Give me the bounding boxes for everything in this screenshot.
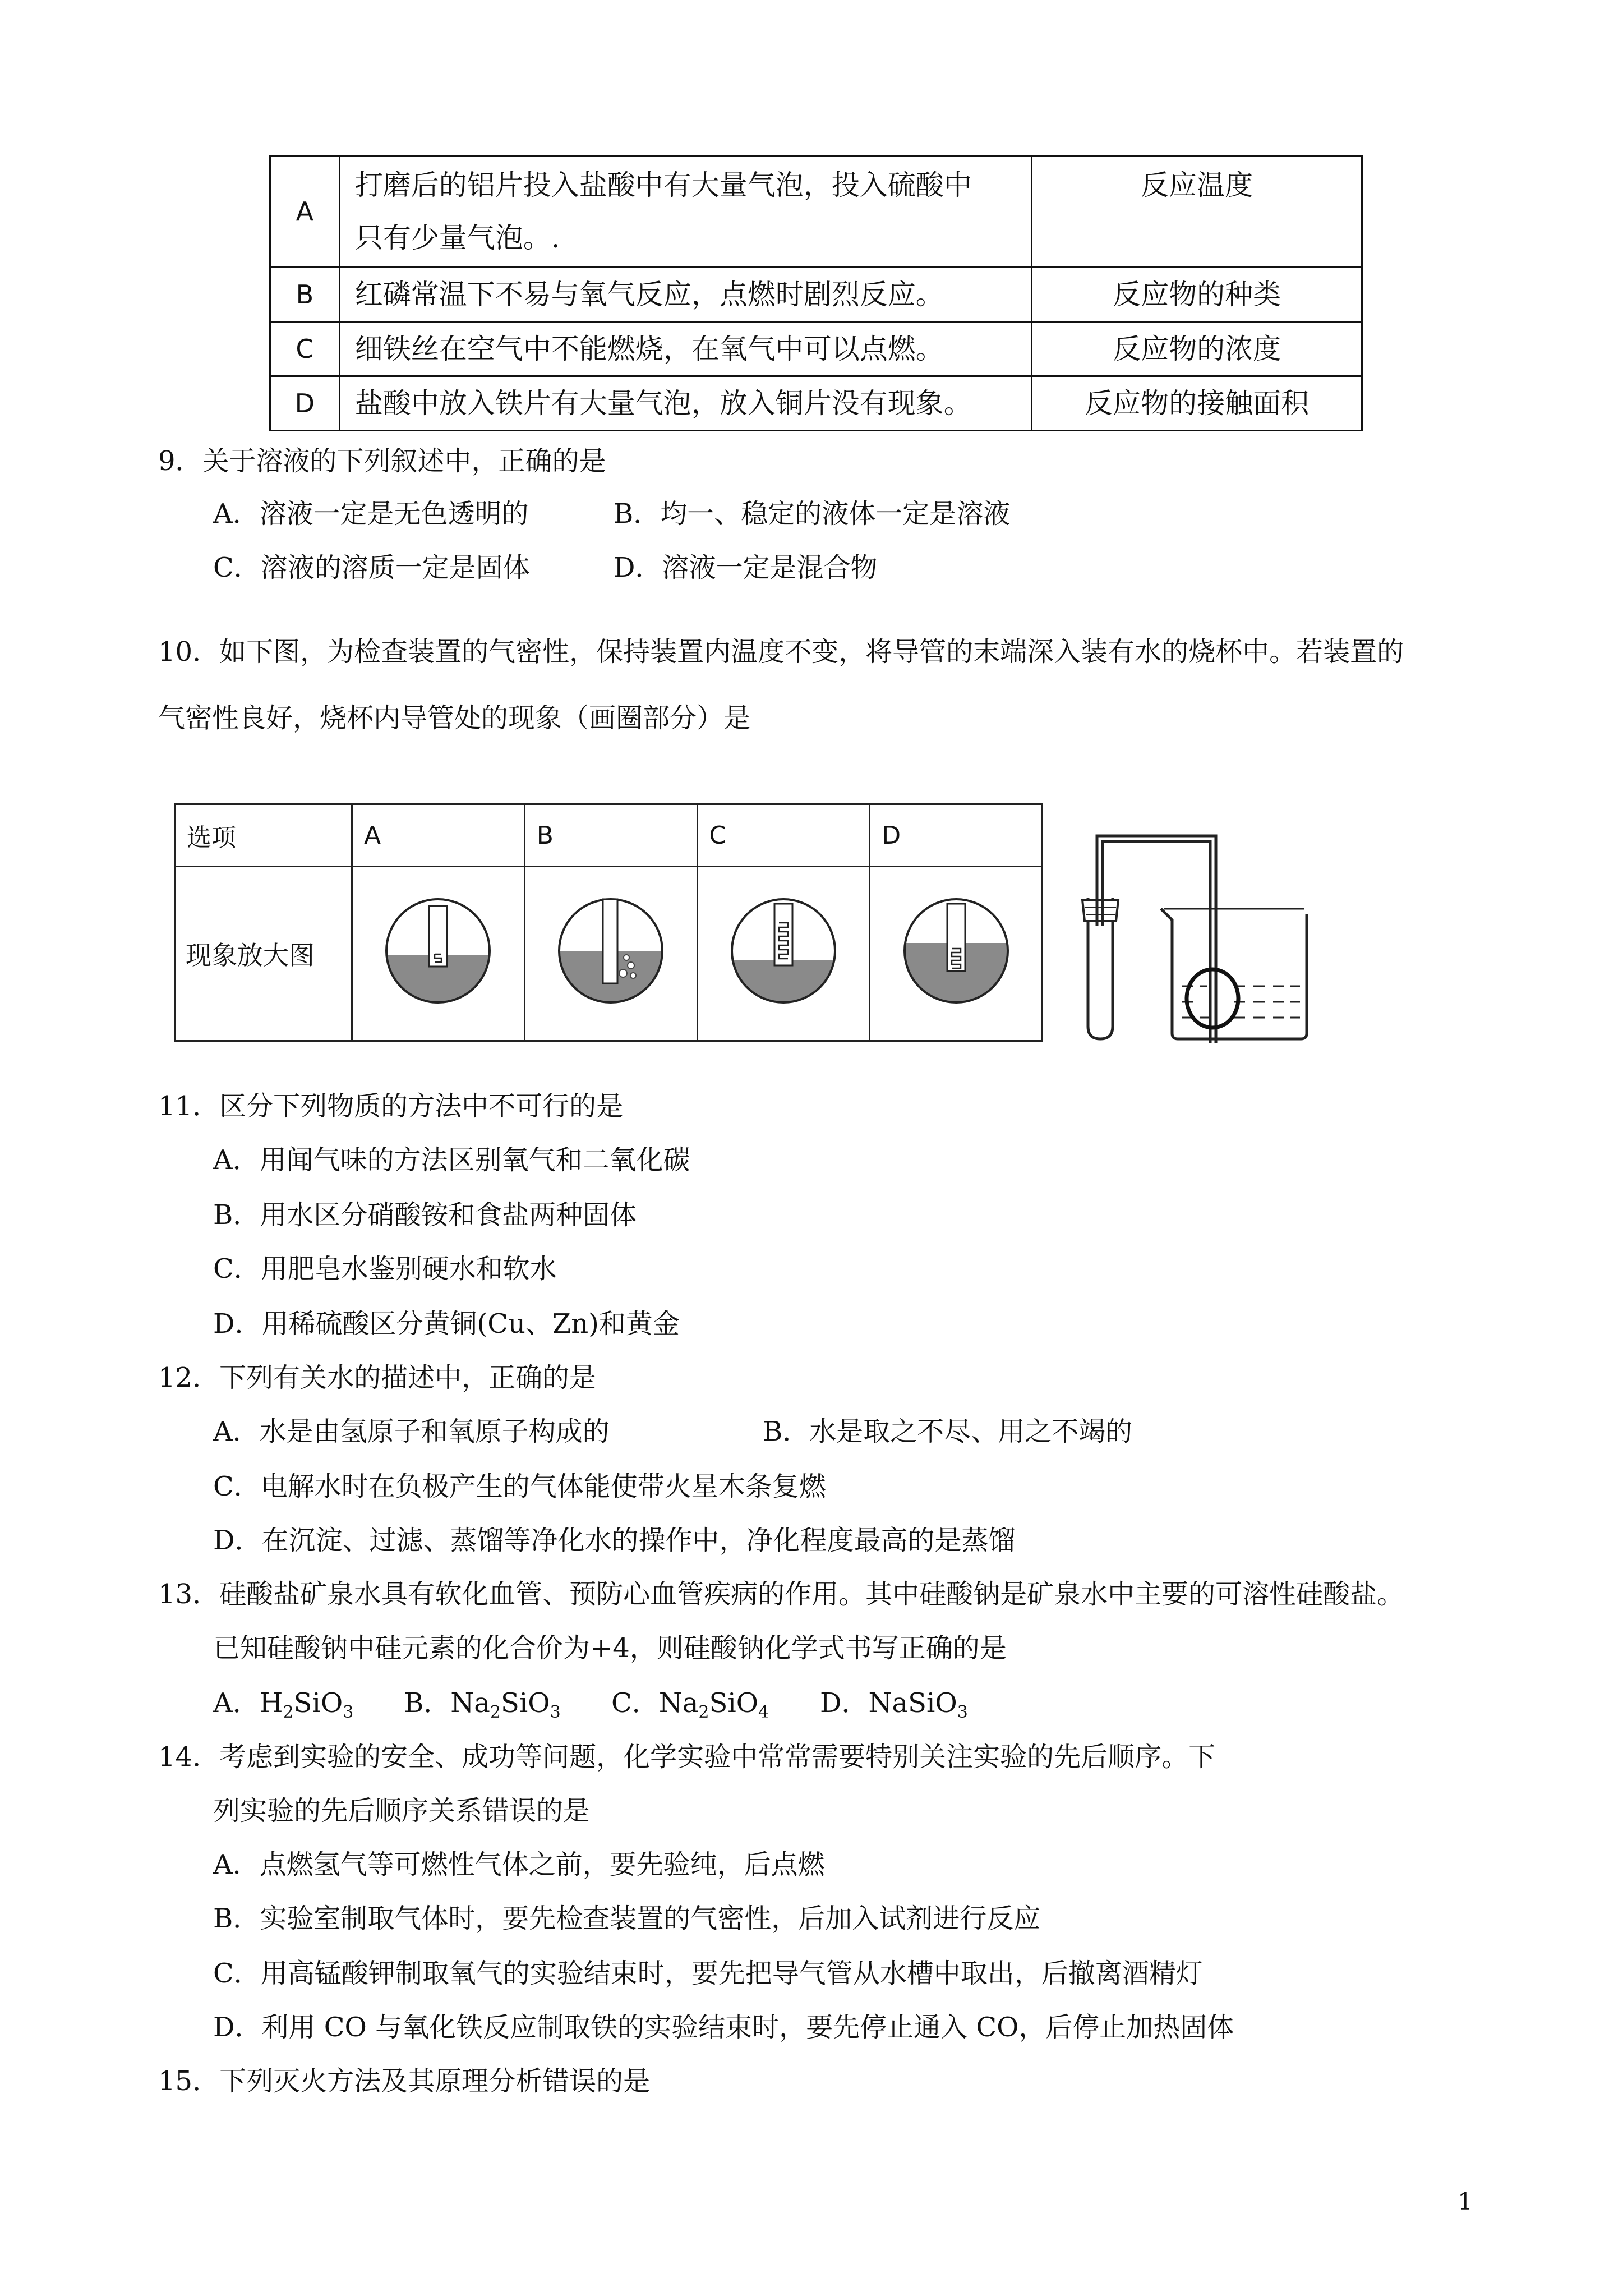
option-b-figure bbox=[524, 867, 697, 1041]
question-12-option-b: B．水是取之不尽、用之不竭的 bbox=[763, 1416, 1133, 1447]
row-label: C bbox=[270, 322, 340, 376]
question-15-stem: 15．下列灭火方法及其原理分析错误的是 bbox=[158, 2065, 651, 2097]
row-factor: 反应物的种类 bbox=[1032, 268, 1362, 322]
option-a-figure bbox=[352, 867, 525, 1041]
row-label: D bbox=[270, 376, 340, 431]
formula-subscript: 3 bbox=[550, 1703, 561, 1722]
header-label: 选项 bbox=[175, 804, 352, 867]
question-14-line-1: 14．考虑到实验的安全、成功等问题，化学实验中常常需要特别关注实验的先后顺序。下 bbox=[158, 1741, 1216, 1773]
page-number: 1 bbox=[1458, 2188, 1473, 2215]
question-13-option-c bbox=[611, 1686, 769, 1720]
question-11-option-a: A．用闻气味的方法区别氧气和二氧化碳 bbox=[213, 1144, 690, 1176]
row-description-line: 打磨后的铝片投入盐酸中有大量气泡，投入硫酸中 bbox=[354, 169, 972, 201]
table-row bbox=[270, 376, 1362, 431]
airtightness-apparatus-icon bbox=[1066, 830, 1357, 1043]
question-9-option-d: D．溶液一定是混合物 bbox=[614, 552, 878, 583]
question-9-option-a: A．溶液一定是无色透明的 bbox=[213, 498, 529, 530]
magnified-view-c-icon bbox=[727, 895, 840, 1007]
question-11-option-d: D．用稀硫酸区分黄铜(Cu、Zn)和黄金 bbox=[213, 1308, 680, 1340]
question-14-line-2: 列实验的先后顺序关系错误的是 bbox=[213, 1795, 591, 1826]
option-c-figure bbox=[697, 867, 870, 1041]
question-12-option-a: A．水是由氢原子和氧原子构成的 bbox=[213, 1416, 610, 1447]
formula-text: A．H bbox=[213, 1687, 283, 1719]
formula-text: SiO bbox=[709, 1687, 759, 1719]
table-row bbox=[270, 156, 1362, 268]
row-factor: 反应温度 bbox=[1032, 156, 1362, 268]
table-row bbox=[175, 867, 1043, 1041]
table-row bbox=[270, 268, 1362, 322]
question-13-option-d bbox=[820, 1686, 968, 1720]
formula-subscript: 2 bbox=[698, 1703, 709, 1722]
question-14-option-c: C．用高锰酸钾制取氧气的实验结束时，要先把导气管从水槽中取出，后撤离酒精灯 bbox=[213, 1958, 1203, 1989]
row-factor: 反应物的接触面积 bbox=[1032, 376, 1362, 431]
table-header-row bbox=[175, 804, 1043, 867]
row-description: 细铁丝在空气中不能燃烧，在氧气中可以点燃。 bbox=[339, 322, 1032, 376]
question-9-option-b: B．均一、稳定的液体一定是溶液 bbox=[614, 498, 1011, 530]
formula-subscript: 4 bbox=[758, 1703, 769, 1722]
question-13-line-1: 13．硅酸盐矿泉水具有软化血管、预防心血管疾病的作用。其中硅酸钠是矿泉水中主要的可溶性硅酸盐。 bbox=[158, 1579, 1404, 1610]
question-10-line-2: 气密性良好，烧杯内导管处的现象（画圈部分）是 bbox=[158, 702, 751, 734]
row-label: A bbox=[270, 156, 340, 268]
option-label: A bbox=[352, 804, 525, 867]
question-11-option-b: B．用水区分硝酸铵和食盐两种固体 bbox=[213, 1199, 637, 1231]
question-11-option-c: C．用肥皂水鉴别硬水和软水 bbox=[213, 1253, 557, 1285]
option-label: B bbox=[524, 804, 697, 867]
magnified-view-d-icon bbox=[900, 895, 1012, 1007]
question-9-stem: 9．关于溶液的下列叙述中，正确的是 bbox=[158, 445, 606, 477]
formula-subscript: 2 bbox=[490, 1703, 501, 1722]
question-9-option-c: C．溶液的溶质一定是固体 bbox=[213, 552, 530, 583]
question-13-option-b bbox=[404, 1686, 561, 1720]
question-12-stem: 12．下列有关水的描述中，正确的是 bbox=[158, 1362, 597, 1393]
formula-text: SiO bbox=[501, 1687, 550, 1719]
row-factor: 反应物的浓度 bbox=[1032, 322, 1362, 376]
formula-text: D．NaSiO bbox=[820, 1687, 957, 1719]
row-description: 红磷常温下不易与氧气反应，点燃时剧烈反应。 bbox=[339, 268, 1032, 322]
question-12-option-c: C．电解水时在负极产生的气体能使带火星木条复燃 bbox=[213, 1471, 826, 1502]
row-description: 盐酸中放入铁片有大量气泡，放入铜片没有现象。 bbox=[339, 376, 1032, 431]
formula-text: C．Na bbox=[611, 1687, 699, 1719]
row-description bbox=[339, 156, 1032, 268]
question-13-option-a bbox=[213, 1686, 353, 1720]
table-row bbox=[270, 322, 1362, 376]
question-11-stem: 11．区分下列物质的方法中不可行的是 bbox=[158, 1091, 624, 1122]
phenomenon-options-table bbox=[174, 803, 1043, 1042]
question-14-option-b: B．实验室制取气体时，要先检查装置的气密性，后加入试剂进行反应 bbox=[213, 1903, 1041, 1934]
row-label: 现象放大图 bbox=[175, 867, 352, 1041]
question-14-option-a: A．点燃氢气等可燃性气体之前，要先验纯，后点燃 bbox=[213, 1849, 825, 1880]
option-label: D bbox=[870, 804, 1043, 867]
formula-subscript: 3 bbox=[957, 1703, 968, 1722]
reaction-factor-table bbox=[269, 155, 1363, 431]
formula-text: B．Na bbox=[404, 1687, 490, 1719]
row-label: B bbox=[270, 268, 340, 322]
row-description-line: 只有少量气泡。. bbox=[354, 222, 560, 254]
magnified-view-a-icon bbox=[382, 895, 494, 1007]
magnified-view-b-icon bbox=[555, 895, 667, 1007]
option-label: C bbox=[697, 804, 870, 867]
question-12-option-d: D．在沉淀、过滤、蒸馏等净化水的操作中，净化程度最高的是蒸馏 bbox=[213, 1525, 1016, 1556]
formula-subscript: 2 bbox=[283, 1703, 294, 1722]
question-14-option-d: D．利用 CO 与氧化铁反应制取铁的实验结束时，要先停止通入 CO，后停止加热固体 bbox=[213, 2012, 1234, 2043]
formula-subscript: 3 bbox=[343, 1703, 354, 1722]
formula-text: SiO bbox=[293, 1687, 343, 1719]
option-d-figure bbox=[870, 867, 1043, 1041]
question-10-line-1: 10．如下图，为检查装置的气密性，保持装置内温度不变，将导管的末端深入装有水的烧杯中。若装置的 bbox=[158, 636, 1404, 668]
question-13-line-2: 已知硅酸钠中硅元素的化合价为+4，则硅酸钠化学式书写正确的是 bbox=[213, 1632, 1007, 1664]
